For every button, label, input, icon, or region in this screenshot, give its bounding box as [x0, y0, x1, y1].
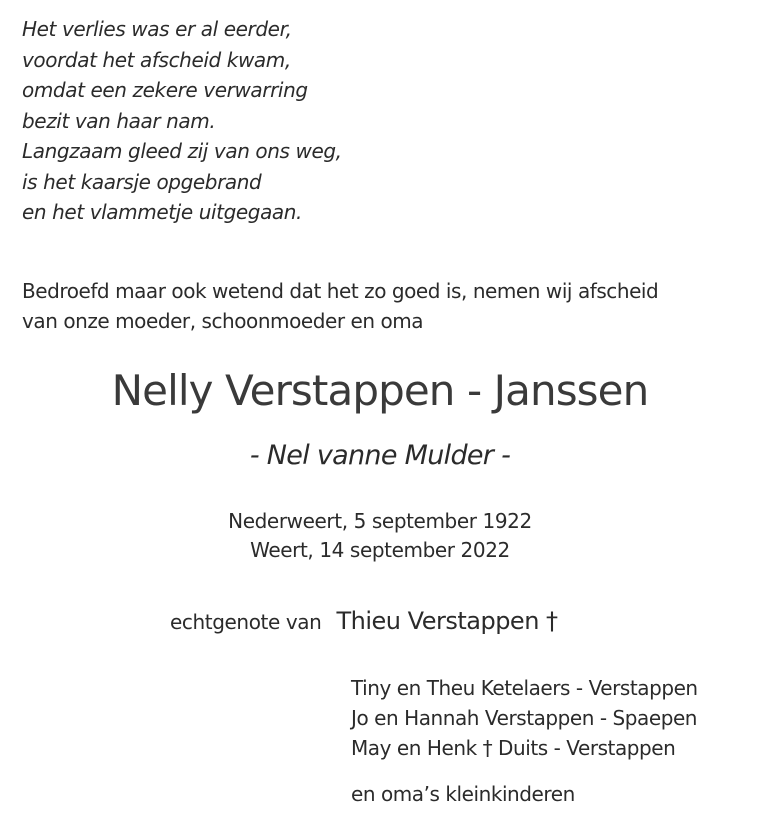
death-date: Weert, 14 september 2022	[250, 538, 510, 562]
deceased-name: Nelly Verstappen - Janssen	[111, 366, 649, 415]
poem-line: Het verlies was er al eerder,	[22, 17, 292, 41]
child-family: Tiny en Theu Ketelaers - Verstappen	[351, 676, 698, 700]
grandchildren-line: en oma’s kleinkinderen	[351, 782, 575, 806]
child-family: Jo en Hannah Verstappen - Spaepen	[351, 706, 698, 730]
poem-line: Langzaam gleed zij van ons weg,	[22, 139, 342, 163]
birth-date: Nederweert, 5 september 1922	[228, 509, 532, 533]
spouse-line	[170, 607, 558, 635]
children-list	[351, 673, 698, 763]
poem-line: bezit van haar nam.	[22, 108, 216, 133]
intro-text	[22, 276, 658, 336]
deceased-nickname: - Nel vanne Mulder -	[249, 440, 511, 471]
intro-line: van onze moeder, schoonmoeder en oma	[22, 309, 424, 333]
intro-line: Bedroefd maar ook wetend dat het zo goed is, nemen wij afscheid	[22, 279, 659, 303]
poem-line: is het kaarsje opgebrand	[22, 169, 262, 194]
poem-line: voordat het afscheid kwam,	[22, 47, 291, 72]
poem	[22, 14, 342, 228]
spouse-label: echtgenote van	[170, 610, 322, 634]
poem-line: en het vlammetje uitgegaan.	[22, 200, 303, 224]
life-dates	[0, 507, 760, 565]
poem-line: omdat een zekere verwarring	[22, 78, 308, 102]
spouse-name: Thieu Verstappen †	[336, 607, 558, 635]
child-family: May en Henk † Duits - Verstappen	[351, 736, 676, 760]
